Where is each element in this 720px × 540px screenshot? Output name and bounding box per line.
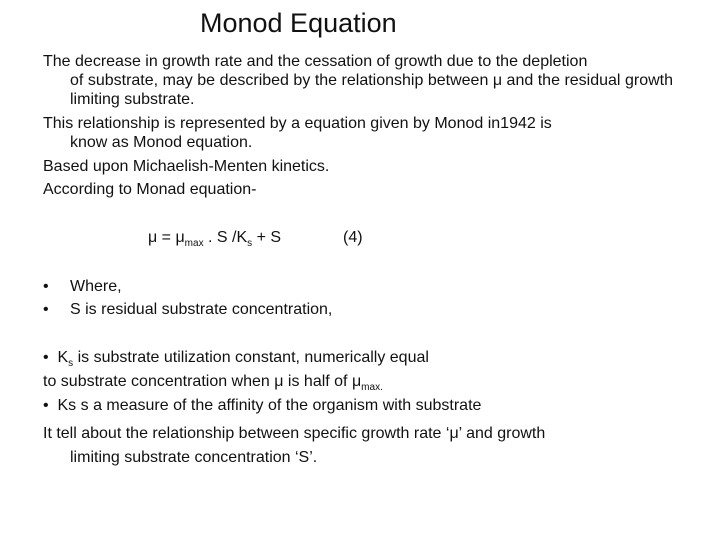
bullet-s-text: S is residual substrate concentration, — [70, 301, 333, 318]
ks-bullet — [43, 348, 429, 373]
closing-continuation: limiting substrate concentration ‘S’. — [70, 449, 318, 466]
bullet-s-definition — [43, 300, 332, 319]
equation-mu-subscript: max — [184, 238, 204, 250]
bullet-where — [43, 277, 122, 296]
bullet-marker: • — [43, 278, 49, 295]
bullet-where-text: Where, — [70, 278, 122, 295]
affinity-text: Ks s a measure of the affinity of the organism with substrate — [57, 397, 482, 414]
monod-continuation: know as Monod equation. — [70, 134, 253, 151]
equation-lhs: μ = μ — [148, 229, 185, 246]
ks-subscript: s — [68, 358, 74, 370]
equation-number: (4) — [343, 229, 363, 246]
intro-paragraph — [43, 52, 673, 109]
ks-continuation-subscript: max. — [361, 382, 383, 394]
ks-continuation — [43, 372, 383, 397]
intro-continuation: of substrate, may be described by the relationship between μ and the residual growth limiting substrate. — [70, 72, 673, 108]
monod-first-line: This relationship is represented by a equation given by Monod in1942 is — [43, 115, 552, 132]
kinetics-line: Based upon Michaelish-Menten kinetics. — [43, 158, 330, 175]
closing-line: It tell about the relationship between specific growth rate ‘μ’ and growth — [43, 425, 546, 442]
equation-k-subscript: s — [247, 238, 253, 250]
bullet-marker: • — [43, 301, 49, 318]
according-line: According to Monad equation- — [43, 181, 257, 198]
intro-first-line: The decrease in growth rate and the cessation of growth due to the depletion — [43, 53, 588, 70]
page-title: Monod Equation — [200, 8, 397, 38]
monod-equation — [148, 229, 363, 250]
ks-continuation-text: to substrate concentration when μ is half of μ — [43, 373, 362, 390]
bullet-marker: • — [43, 349, 49, 366]
equation-middle: . S /K — [203, 229, 248, 246]
equation-end: + S — [252, 229, 282, 246]
ks-symbol: K — [57, 349, 69, 366]
monod-paragraph — [43, 114, 673, 152]
affinity-bullet — [43, 396, 481, 415]
ks-text: is substrate utilization constant, numerically equal — [77, 349, 429, 366]
bullet-marker: • — [43, 397, 49, 414]
